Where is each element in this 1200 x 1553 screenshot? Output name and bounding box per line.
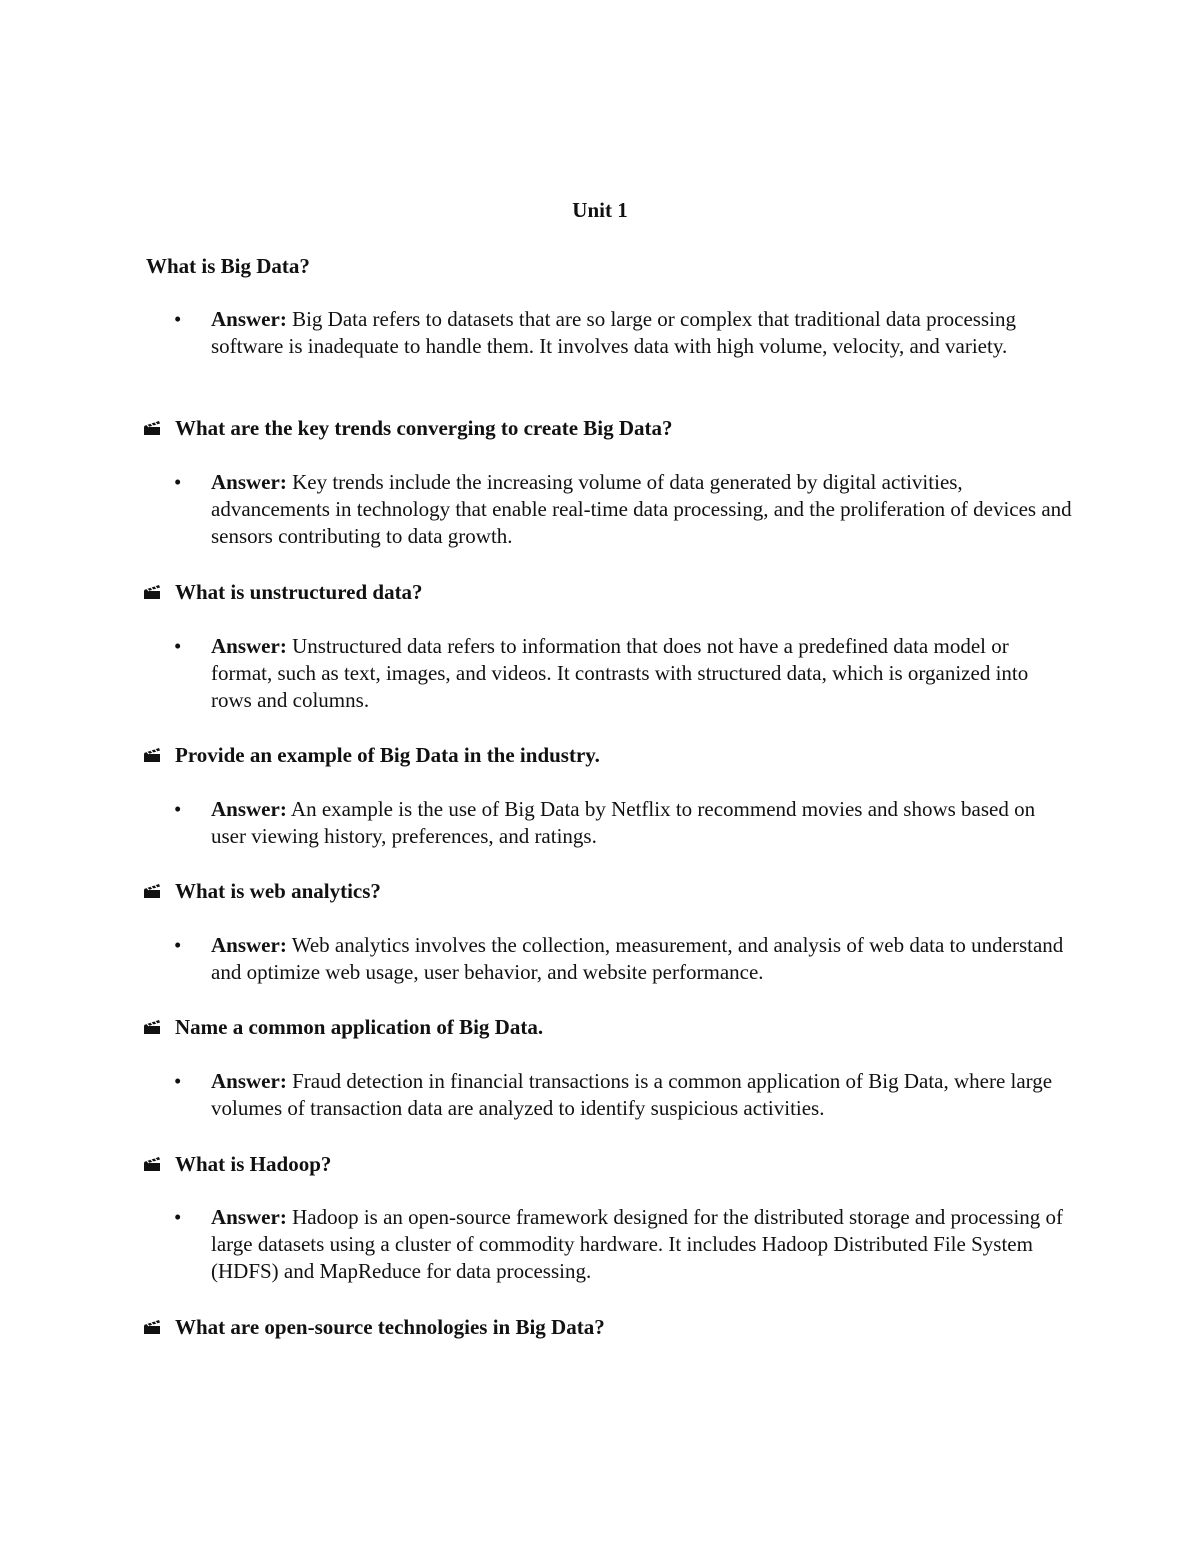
question-heading (143, 1313, 605, 1341)
answer-label: Answer: (211, 307, 287, 331)
answer-text: Web analytics involves the collection, measurement, and analysis of web data to understand and optimize web usage, user behavior, and website performance. (211, 933, 1064, 984)
bullet-icon: • (174, 797, 182, 821)
clapperboard-icon (143, 1018, 161, 1036)
answer-text: Unstructured data refers to information that does not have a predefined data model or format, such as text, images, and videos. It contrasts with structured data, which is organized into rows and columns. (211, 634, 1029, 712)
question-text: What is Hadoop? (175, 1152, 332, 1176)
answer-label: Answer: (211, 470, 287, 494)
question-text: What are the key trends converging to create Big Data? (175, 416, 673, 440)
answer-item-7 (174, 1204, 1074, 1285)
answer-item-2 (174, 469, 1074, 550)
question-text: What is web analytics? (175, 879, 381, 903)
question-heading (143, 414, 673, 442)
answer-body (211, 796, 1074, 850)
question-heading (143, 578, 423, 606)
question-text: Name a common application of Big Data. (175, 1015, 544, 1039)
answer-body (211, 1204, 1074, 1285)
answer-item-4 (174, 796, 1074, 850)
question-heading (143, 1150, 331, 1178)
bullet-icon: • (174, 1205, 182, 1229)
question-heading (143, 1013, 543, 1041)
answer-text: Hadoop is an open-source framework designed for the distributed storage and processing of large datasets using a cluster of commodity hardware. It includes Hadoop Distributed File System (HDFS) and MapReduce for data processing. (211, 1205, 1064, 1283)
answer-item-3 (174, 633, 1074, 714)
answer-body (211, 932, 1074, 986)
answer-item-1 (174, 306, 1074, 360)
answer-text: Key trends include the increasing volume of data generated by digital activities, advancements in technology that enable real-time data processing, and the proliferation of devices and sensors contributing to data growth. (211, 470, 1072, 548)
clapperboard-icon (143, 1318, 161, 1336)
clapperboard-icon (143, 1155, 161, 1173)
bullet-icon: • (174, 933, 182, 957)
answer-text: An example is the use of Big Data by Netflix to recommend movies and shows based on user viewing history, preferences, and ratings. (211, 797, 1036, 848)
clapperboard-icon (143, 882, 161, 900)
bullet-icon: • (174, 1069, 182, 1093)
answer-label: Answer: (211, 634, 287, 658)
page-title: Unit 1 (572, 198, 628, 222)
question-text: What are open-source technologies in Big Data? (175, 1315, 605, 1339)
clapperboard-icon (143, 746, 161, 764)
answer-label: Answer: (211, 1205, 287, 1229)
answer-body (211, 1068, 1074, 1122)
answer-text: Big Data refers to datasets that are so large or complex that traditional data processing software is inadequate to handle them. It involves data with high volume, velocity, and variety. (211, 307, 1016, 358)
question-text: Provide an example of Big Data in the industry. (175, 743, 600, 767)
bullet-icon: • (174, 307, 182, 331)
question-heading (143, 741, 600, 769)
intro-question: What is Big Data? (146, 254, 310, 278)
answer-label: Answer: (211, 797, 287, 821)
answer-body (211, 633, 1074, 714)
clapperboard-icon (143, 419, 161, 437)
answer-label: Answer: (211, 933, 287, 957)
answer-item-6 (174, 1068, 1074, 1122)
answer-body (211, 306, 1074, 360)
answer-label: Answer: (211, 1069, 287, 1093)
bullet-icon: • (174, 634, 182, 658)
question-heading (143, 877, 381, 905)
question-text: What is unstructured data? (175, 580, 423, 604)
answer-text: Fraud detection in financial transactions is a common application of Big Data, where large volumes of transaction data are analyzed to identify suspicious activities. (211, 1069, 1053, 1120)
answer-body (211, 469, 1074, 550)
clapperboard-icon (143, 583, 161, 601)
answer-item-5 (174, 932, 1074, 986)
bullet-icon: • (174, 470, 182, 494)
